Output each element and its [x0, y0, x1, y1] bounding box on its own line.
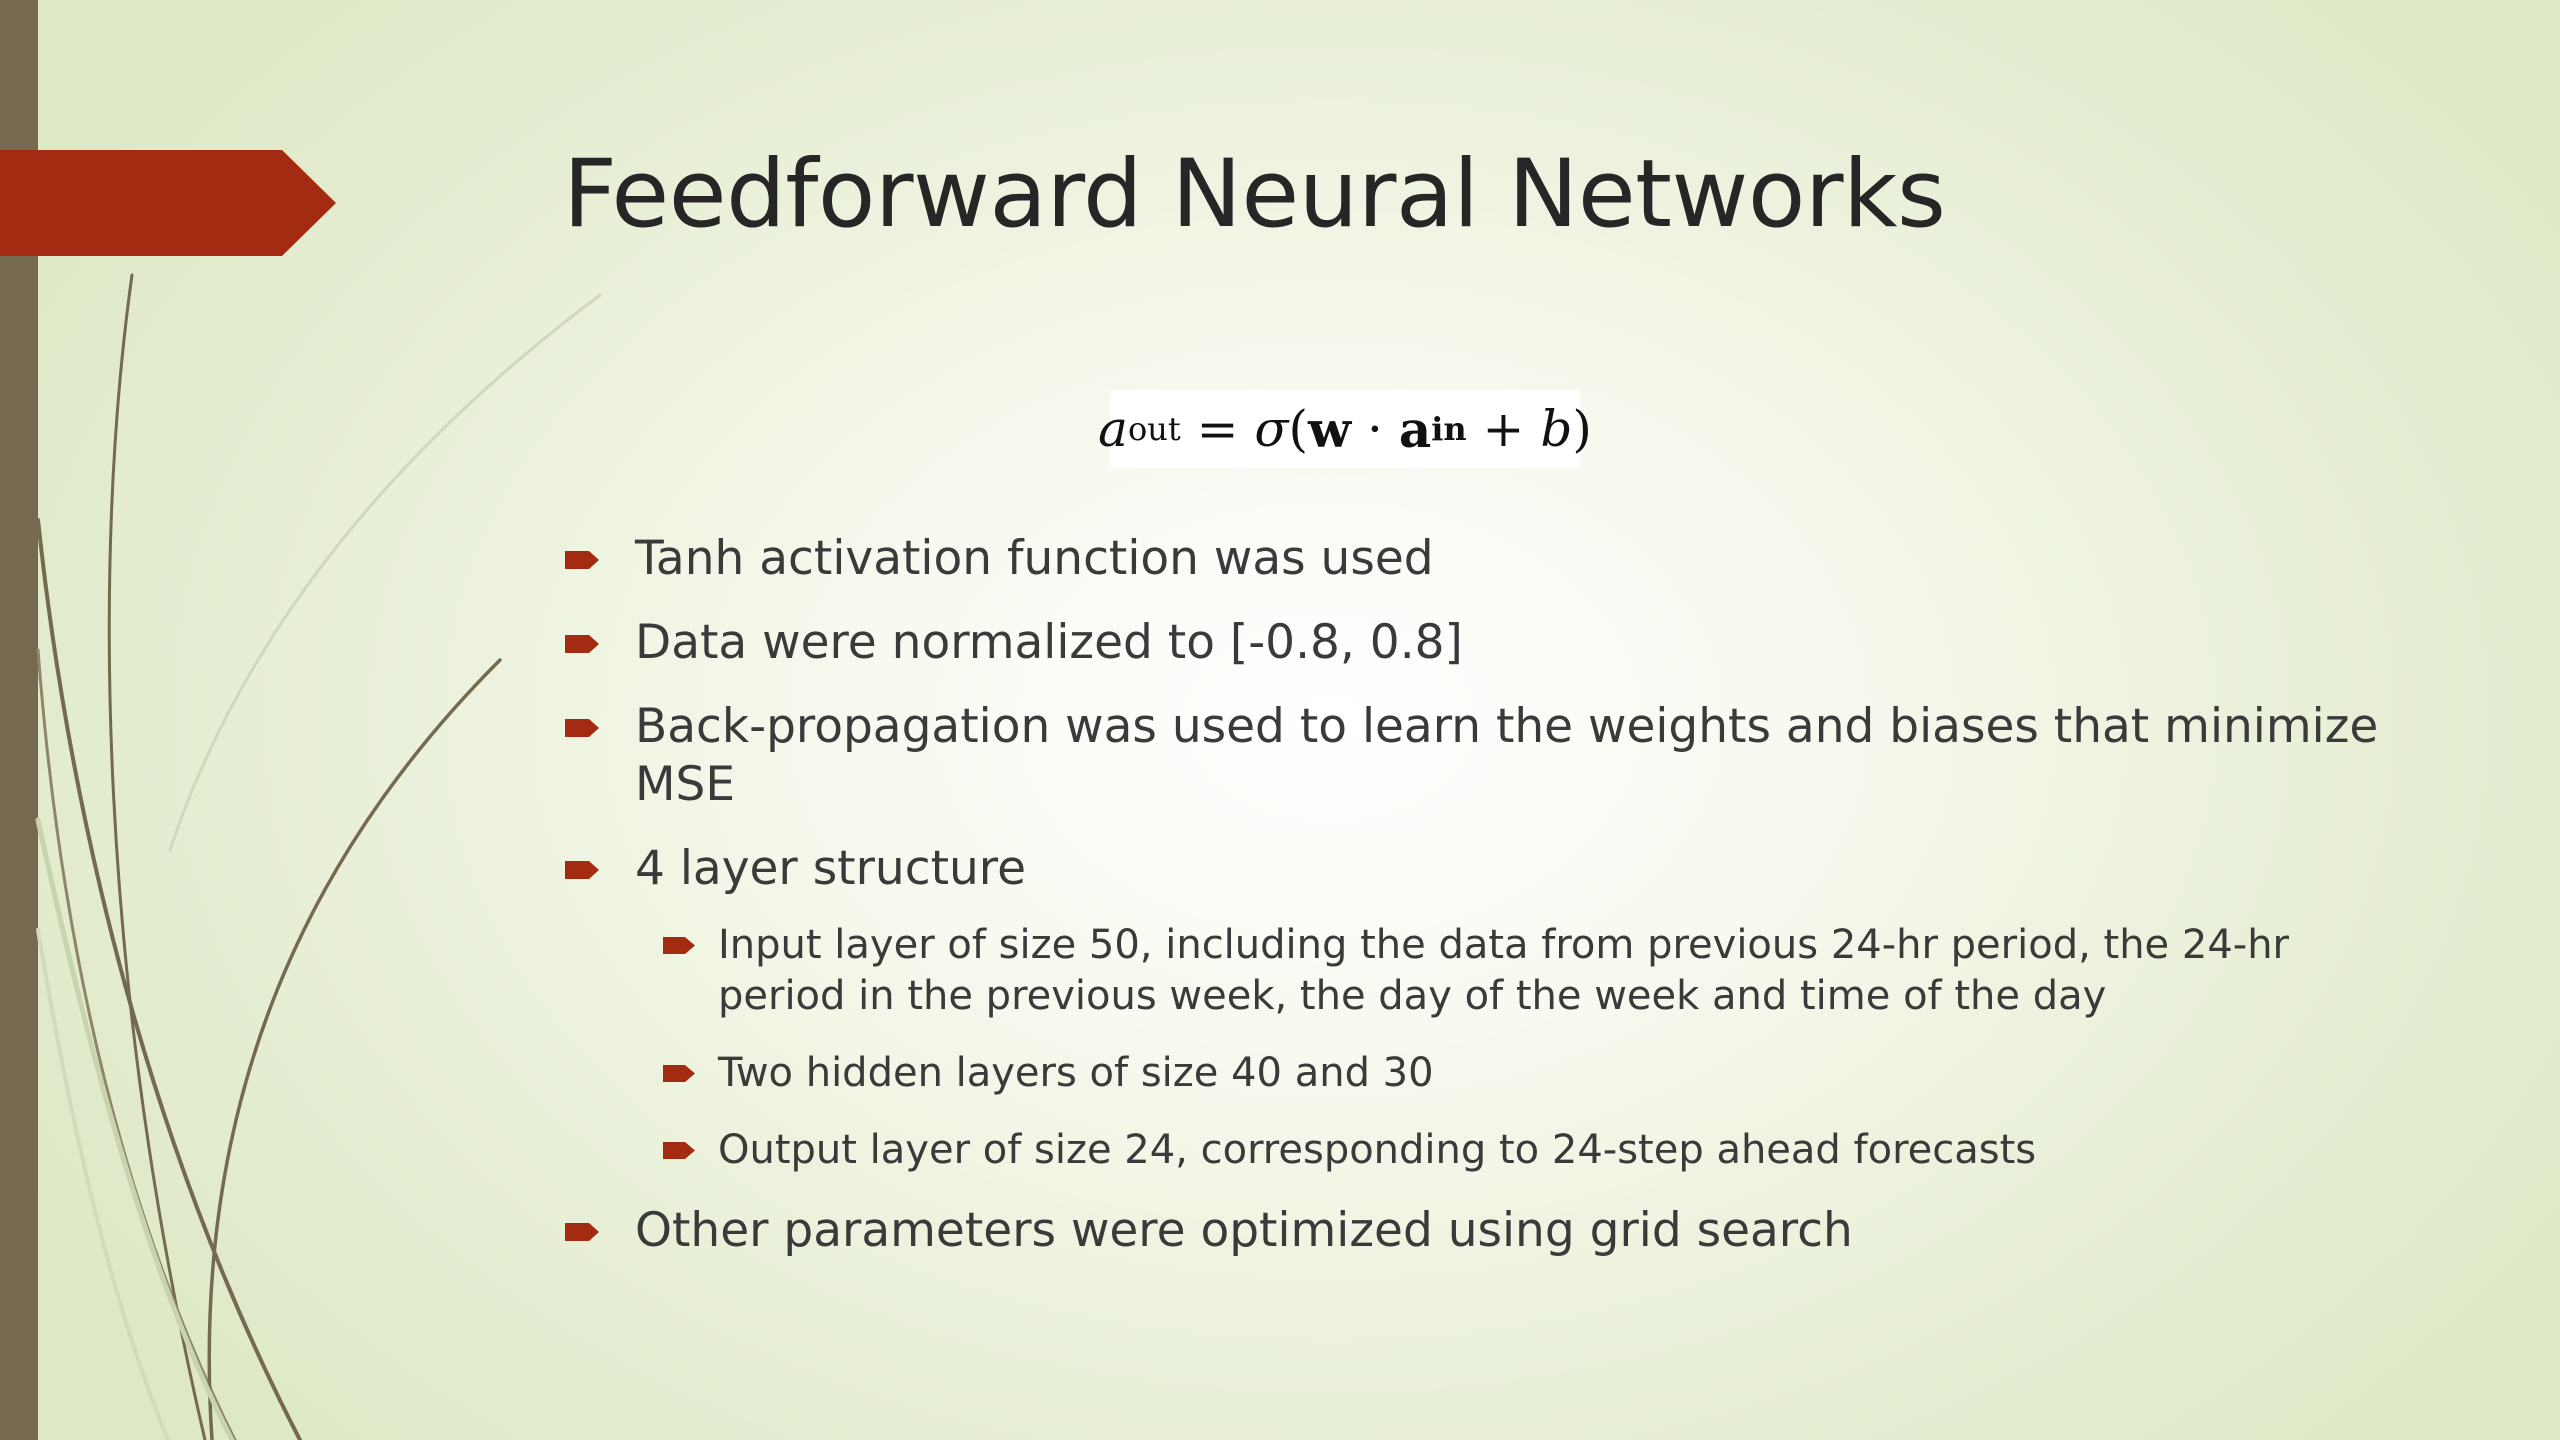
formula-a: a	[1098, 400, 1128, 458]
bullet-text: Back-propagation was used to learn the weights and biases that minimize MSE	[635, 699, 2379, 812]
slide-title: Feedforward Neural Networks	[563, 140, 1946, 249]
title-accent-flag	[0, 150, 336, 256]
bullet-text: Data were normalized to [-0.8, 0.8]	[635, 615, 1463, 670]
bullet-text: Tanh activation function was used	[635, 531, 1434, 586]
bullet-item	[563, 530, 2423, 588]
formula-close-paren: )	[1572, 400, 1592, 458]
formula-sigma: σ	[1254, 400, 1289, 458]
bullet-arrow-icon	[565, 719, 599, 737]
formula-dot: ·	[1367, 400, 1383, 458]
bullet-item	[563, 698, 2423, 814]
sub-bullet-item	[563, 1048, 2423, 1099]
sub-bullet-item	[563, 1125, 2423, 1176]
formula-a-in: a	[1398, 399, 1432, 459]
sub-bullet-text: Input layer of size 50, including the data from previous 24-hr period, the 24-hr period in the previous week, the day of the week and time of the day	[718, 922, 2289, 1019]
bullet-text: Other parameters were optimized using grid search	[635, 1203, 1853, 1258]
sub-bullet-arrow-icon	[663, 1065, 695, 1082]
sub-bullet-arrow-icon	[663, 937, 695, 954]
bullet-arrow-icon	[565, 551, 599, 569]
sub-bullet-arrow-icon	[663, 1142, 695, 1159]
formula-open-paren: (	[1288, 400, 1309, 458]
sub-bullet-text: Two hidden layers of size 40 and 30	[718, 1050, 1434, 1096]
sub-bullet-item	[563, 920, 2423, 1022]
formula-equals: =	[1196, 400, 1239, 458]
bullet-arrow-icon	[565, 861, 599, 879]
formula-plus: +	[1482, 400, 1525, 458]
sub-bullet-list	[563, 920, 2423, 1176]
bullet-item	[563, 840, 2423, 1176]
formula-w: w	[1308, 399, 1352, 459]
bullet-text: 4 layer structure	[635, 841, 1026, 896]
formula-b: b	[1540, 400, 1573, 458]
bullet-item	[563, 1202, 2423, 1260]
bullet-arrow-icon	[565, 635, 599, 653]
formula-sub-in: in	[1431, 410, 1467, 448]
formula	[1098, 390, 1592, 468]
sub-bullet-text: Output layer of size 24, corresponding to 24-step ahead forecasts	[718, 1127, 2037, 1173]
bullet-arrow-icon	[565, 1223, 599, 1241]
bullet-list	[563, 530, 2423, 1286]
bullet-item	[563, 614, 2423, 672]
formula-sub-out: out	[1127, 410, 1181, 448]
